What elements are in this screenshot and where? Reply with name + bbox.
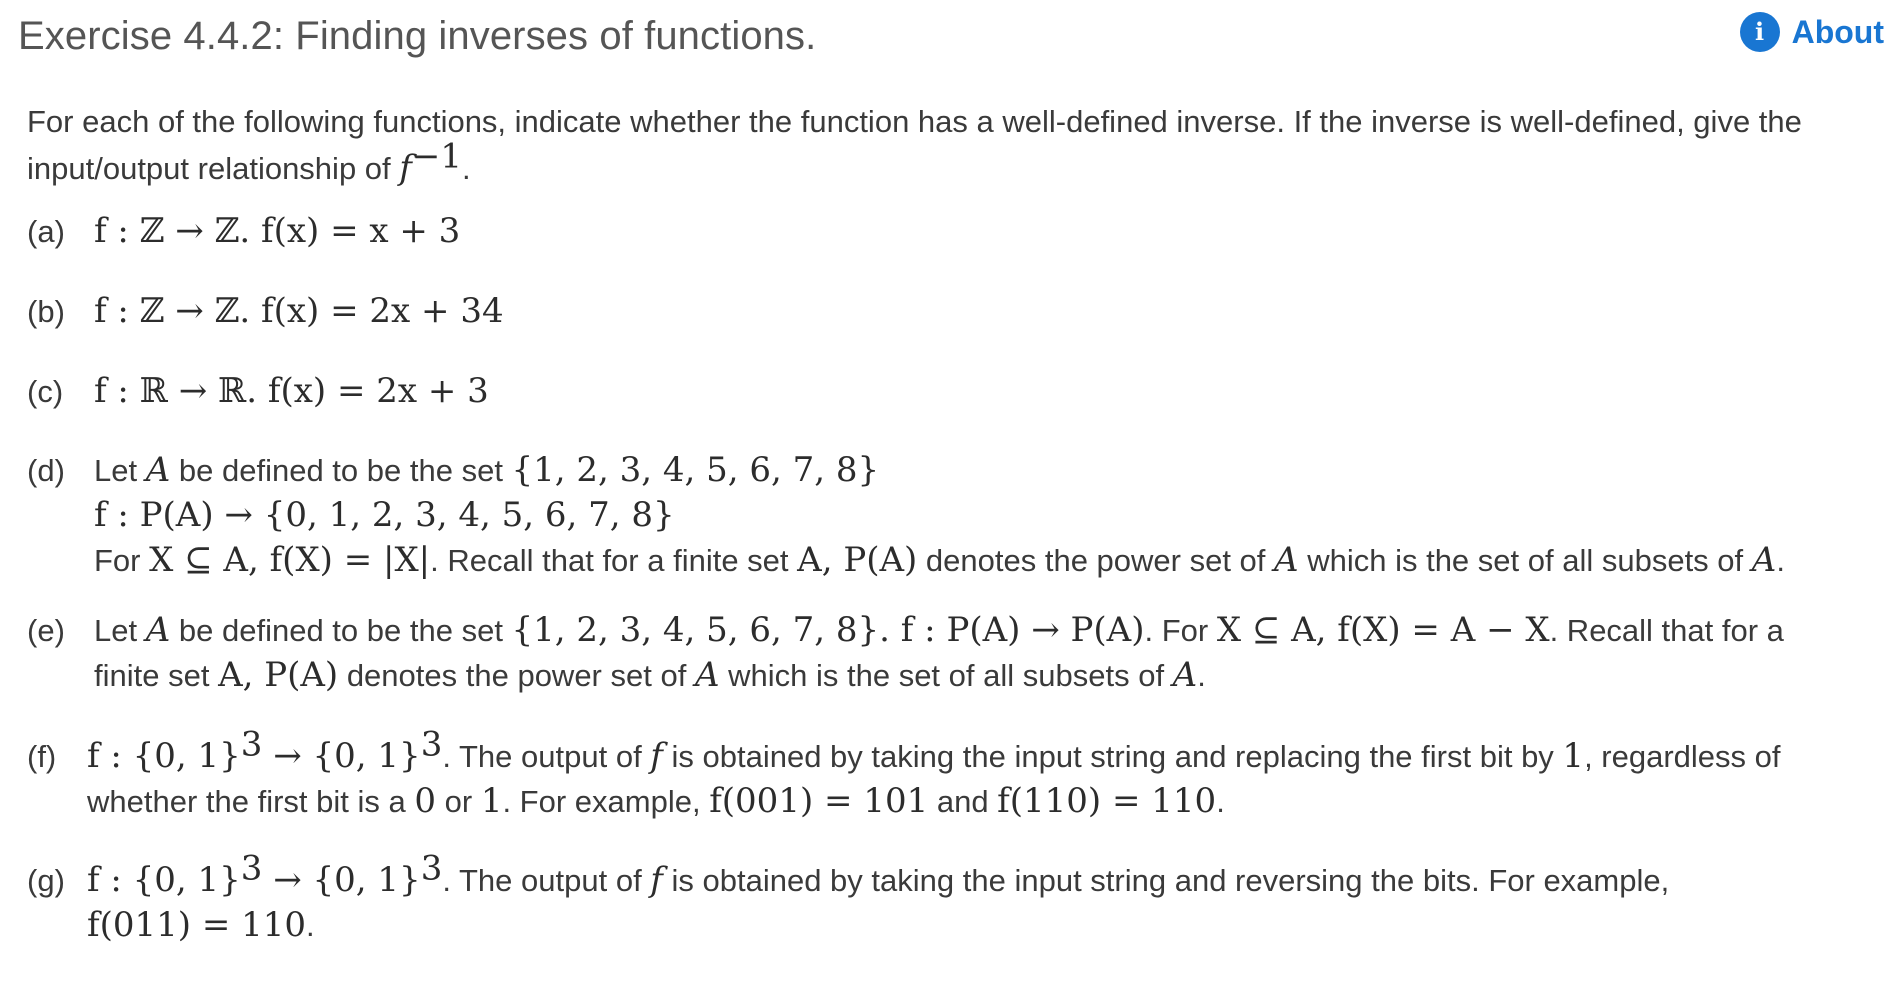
math-segment: f bbox=[650, 736, 663, 776]
text-segment: Let bbox=[94, 613, 146, 648]
math-segment: f(110) = 110 bbox=[997, 781, 1217, 821]
part-math: f : ℤ → ℤ. f(x) = x + 3 bbox=[94, 211, 461, 251]
text-segment: denotes the power set of bbox=[917, 543, 1275, 578]
math-segment: f : {0, 1} bbox=[87, 736, 241, 776]
math-sup: 3 bbox=[420, 848, 443, 889]
text-segment: be defined to be the set bbox=[170, 613, 512, 648]
part-label: (c) bbox=[27, 374, 64, 409]
text-segment: be defined to be the set bbox=[170, 453, 512, 488]
part-line bbox=[94, 653, 1784, 698]
info-icon[interactable]: i bbox=[1740, 12, 1780, 52]
intro-math-f: f bbox=[399, 148, 412, 188]
part-a bbox=[27, 208, 460, 255]
text-segment: denotes the power set of bbox=[338, 658, 695, 693]
math-segment: X ⊆ A, f(X) = |X| bbox=[149, 540, 431, 580]
part-b bbox=[27, 288, 504, 335]
text-segment: , regardless of bbox=[1584, 739, 1781, 774]
text-segment: which is the set of all subsets of bbox=[1298, 543, 1752, 578]
text-segment: . bbox=[1776, 543, 1785, 578]
part-math: f : ℤ → ℤ. f(x) = 2x + 34 bbox=[94, 291, 504, 331]
part-c bbox=[27, 368, 489, 415]
math-segment: 1 bbox=[480, 781, 503, 821]
part-line bbox=[87, 903, 1669, 948]
text-segment: is obtained by taking the input string and reversing the bits. For example, bbox=[662, 863, 1670, 898]
part-body bbox=[94, 448, 1785, 583]
text-segment: . For bbox=[1144, 613, 1217, 648]
math-segment: A bbox=[1751, 540, 1777, 580]
intro-paragraph bbox=[27, 98, 1877, 192]
text-segment: or bbox=[436, 784, 481, 819]
text-segment: Let bbox=[94, 453, 146, 488]
math-segment: A bbox=[145, 610, 171, 650]
text-segment: . Recall that for a bbox=[1549, 613, 1784, 648]
text-segment: . bbox=[1216, 784, 1225, 819]
math-segment: 1 bbox=[1562, 736, 1585, 776]
text-segment: which is the set of all subsets of bbox=[719, 658, 1173, 693]
intro-end: . bbox=[461, 151, 471, 186]
part-line bbox=[94, 493, 1785, 538]
exercise-header bbox=[18, 8, 1884, 60]
math-segment: → {0, 1} bbox=[262, 736, 421, 776]
part-label: (a) bbox=[27, 214, 65, 249]
exercise-content bbox=[27, 98, 1877, 945]
exercise-title: Exercise 4.4.2: Finding inverses of functions. bbox=[18, 14, 817, 58]
part-line bbox=[94, 608, 1784, 653]
text-segment: whether the first bit is a bbox=[87, 784, 415, 819]
part-body bbox=[87, 848, 1670, 948]
math-segment: {1, 2, 3, 4, 5, 6, 7, 8} bbox=[511, 610, 880, 650]
text-segment: and bbox=[928, 784, 998, 819]
text-segment: . The output of bbox=[442, 863, 651, 898]
math-sup: 3 bbox=[420, 724, 443, 765]
part-line bbox=[94, 538, 1785, 583]
math-segment: f : {0, 1} bbox=[87, 860, 241, 900]
math-segment: A bbox=[694, 655, 720, 695]
about-button[interactable] bbox=[1740, 12, 1884, 52]
part-label: (g) bbox=[27, 863, 65, 898]
math-segment: . f : P(A) → P(A) bbox=[879, 610, 1145, 650]
math-segment: f : P(A) → {0, 1, 2, 3, 4, 5, 6, 7, 8} bbox=[94, 495, 675, 535]
text-segment: is obtained by taking the input string and replacing the first bit by bbox=[662, 739, 1563, 774]
intro-math-sup: −1 bbox=[411, 136, 462, 177]
math-segment: → {0, 1} bbox=[262, 860, 421, 900]
math-segment: f(011) = 110 bbox=[87, 905, 307, 945]
part-label: (f) bbox=[27, 739, 57, 774]
math-segment: A bbox=[145, 450, 171, 490]
text-segment: . Recall that for a finite set bbox=[430, 543, 798, 578]
math-segment: A, P(A) bbox=[797, 540, 918, 580]
part-label: (b) bbox=[27, 294, 65, 329]
part-g bbox=[27, 848, 1670, 948]
math-segment: {1, 2, 3, 4, 5, 6, 7, 8} bbox=[511, 450, 880, 490]
part-line bbox=[87, 848, 1670, 903]
part-math: f : ℝ → ℝ. f(x) = 2x + 3 bbox=[94, 371, 489, 411]
part-f bbox=[27, 724, 1781, 824]
part-label: (d) bbox=[27, 453, 65, 488]
text-segment: . bbox=[1197, 658, 1206, 693]
part-line bbox=[87, 724, 1781, 779]
intro-text: For each of the following functions, indicate whether the function has a well-defined inverse. If the inverse is well-defined, give the input/output relationship of bbox=[27, 104, 1802, 186]
text-segment: For bbox=[94, 543, 150, 578]
math-segment: X ⊆ A, f(X) = A − X bbox=[1216, 610, 1550, 650]
part-body bbox=[94, 608, 1784, 698]
math-segment: 0 bbox=[414, 781, 437, 821]
math-segment: f bbox=[650, 860, 663, 900]
part-label: (e) bbox=[27, 613, 65, 648]
math-sup: 3 bbox=[240, 848, 263, 889]
part-line bbox=[87, 779, 1781, 824]
math-segment: A bbox=[1172, 655, 1198, 695]
part-line bbox=[94, 448, 1785, 493]
text-segment: . bbox=[306, 908, 315, 943]
part-body bbox=[87, 724, 1781, 824]
part-d bbox=[27, 448, 1785, 583]
about-label[interactable]: About bbox=[1791, 13, 1884, 50]
math-segment: f(001) = 101 bbox=[709, 781, 929, 821]
math-segment: A, P(A) bbox=[218, 655, 339, 695]
math-segment: A bbox=[1274, 540, 1299, 580]
text-segment: . For example, bbox=[502, 784, 710, 819]
text-segment: finite set bbox=[94, 658, 219, 693]
part-e bbox=[27, 608, 1784, 698]
math-sup: 3 bbox=[240, 724, 263, 765]
text-segment: . The output of bbox=[442, 739, 651, 774]
